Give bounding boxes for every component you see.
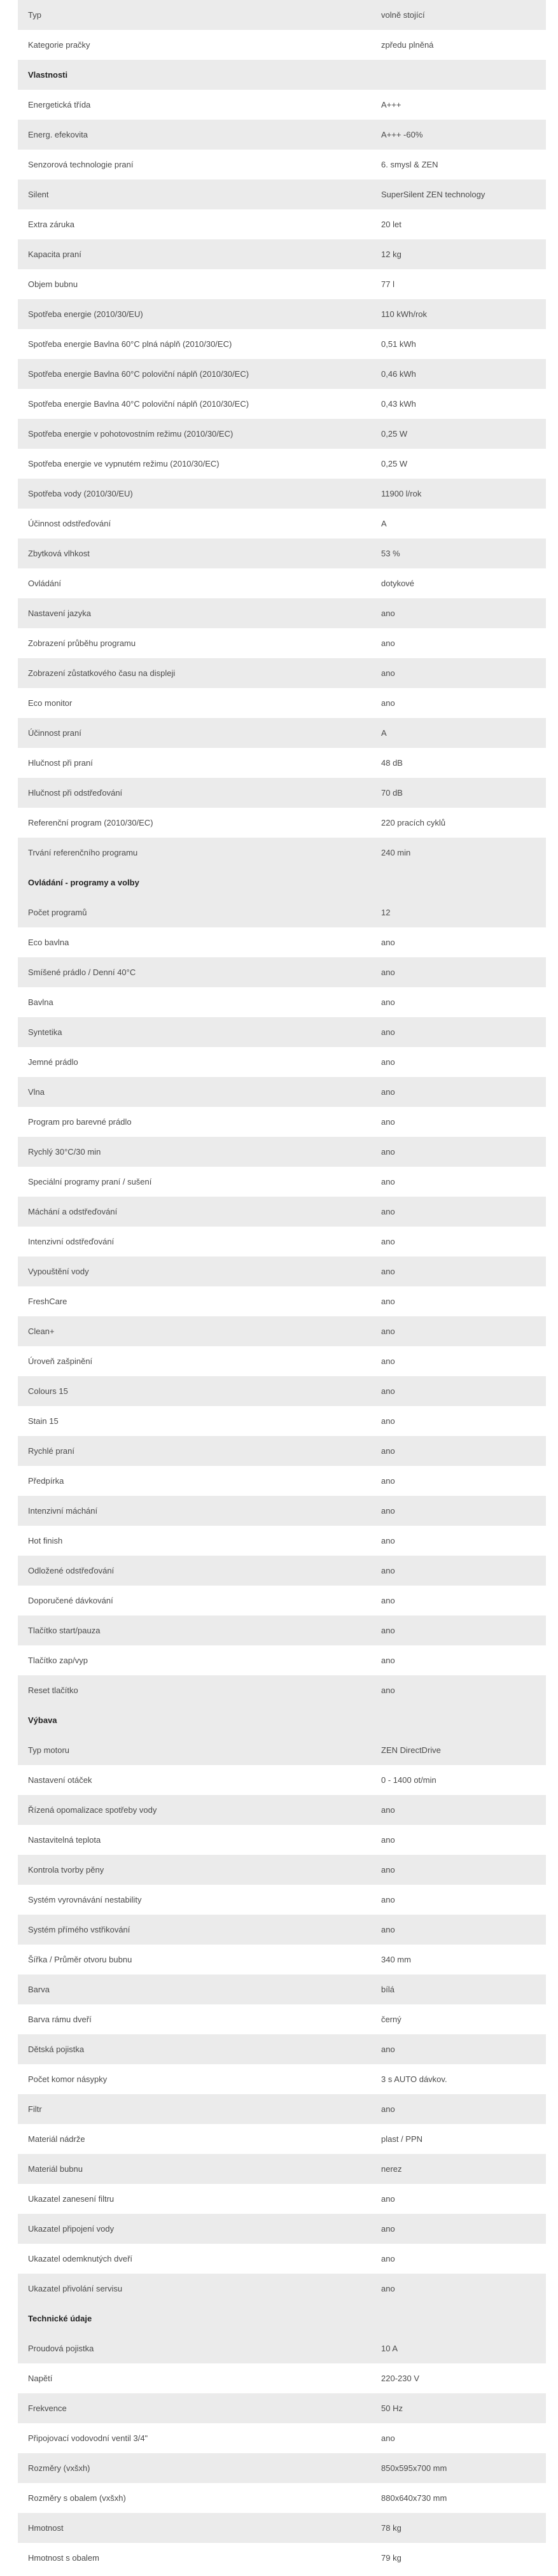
- spec-row: [18, 1227, 546, 1256]
- spec-value: ano: [371, 598, 546, 628]
- spec-row: [18, 1645, 546, 1675]
- spec-row: [18, 1915, 546, 1945]
- spec-label: Ukazatel zanesení filtru: [18, 2184, 371, 2214]
- spec-row: [18, 2543, 546, 2573]
- spec-row: [18, 329, 546, 359]
- spec-label: Clean+: [18, 1316, 371, 1346]
- spec-label: Eco monitor: [18, 688, 371, 718]
- spec-value: ano: [371, 1376, 546, 1406]
- spec-value: A+++ -60%: [371, 120, 546, 150]
- spec-label: Silent: [18, 179, 371, 209]
- spec-row: [18, 120, 546, 150]
- spec-value: zpředu plněná: [371, 30, 546, 60]
- spec-value: ano: [371, 1915, 546, 1945]
- spec-row: [18, 538, 546, 568]
- spec-row: [18, 1945, 546, 1974]
- spec-label: Spotřeba energie v pohotovostním režimu (2010/30/EC): [18, 419, 371, 449]
- spec-label: Colours 15: [18, 1376, 371, 1406]
- spec-row: [18, 1077, 546, 1107]
- spec-row: [18, 718, 546, 748]
- spec-label: Ukazatel přivolání servisu: [18, 2274, 371, 2304]
- spec-row: [18, 1047, 546, 1077]
- spec-value: nerez: [371, 2154, 546, 2184]
- spec-value: 0,51 kWh: [371, 329, 546, 359]
- spec-label: Spotřeba energie Bavlna 60°C poloviční náplň (2010/30/EC): [18, 359, 371, 389]
- spec-value: ano: [371, 1227, 546, 1256]
- spec-row: [18, 1436, 546, 1466]
- spec-row: [18, 628, 546, 658]
- spec-label: Filtr: [18, 2094, 371, 2124]
- spec-value: A+++: [371, 90, 546, 120]
- spec-value: 220-230 V: [371, 2363, 546, 2393]
- spec-row: [18, 1675, 546, 1705]
- specifications-table: [18, 0, 546, 2573]
- spec-value: plast / PPN: [371, 2124, 546, 2154]
- spec-value: A: [371, 509, 546, 538]
- section-header: [18, 2304, 546, 2333]
- spec-value: 240 min: [371, 838, 546, 868]
- spec-value: ano: [371, 658, 546, 688]
- spec-value: SuperSilent ZEN technology: [371, 179, 546, 209]
- spec-value: 0,43 kWh: [371, 389, 546, 419]
- spec-row: [18, 1167, 546, 1197]
- spec-row: [18, 509, 546, 538]
- spec-value: dotykové: [371, 568, 546, 598]
- spec-value: ano: [371, 2034, 546, 2064]
- spec-label: Vlna: [18, 1077, 371, 1107]
- spec-row: [18, 1017, 546, 1047]
- spec-label: Odložené odstřeďování: [18, 1556, 371, 1586]
- spec-value: 50 Hz: [371, 2393, 546, 2423]
- spec-value: ano: [371, 1017, 546, 1047]
- spec-value: volně stojící: [371, 0, 546, 30]
- spec-label: Energ. efekovita: [18, 120, 371, 150]
- spec-row: [18, 927, 546, 957]
- spec-value: 70 dB: [371, 778, 546, 808]
- spec-row: [18, 1346, 546, 1376]
- spec-value: 11900 l/rok: [371, 479, 546, 509]
- spec-row: [18, 0, 546, 30]
- spec-label: Kontrola tvorby pěny: [18, 1855, 371, 1885]
- spec-label: Senzorová technologie praní: [18, 150, 371, 179]
- spec-label: Zbytková vlhkost: [18, 538, 371, 568]
- spec-row: [18, 2154, 546, 2184]
- spec-row: [18, 2064, 546, 2094]
- spec-label: Smíšené prádlo / Denní 40°C: [18, 957, 371, 987]
- spec-value: ano: [371, 2274, 546, 2304]
- spec-row: [18, 419, 546, 449]
- spec-value: ZEN DirectDrive: [371, 1735, 546, 1765]
- spec-value: ano: [371, 1047, 546, 1077]
- spec-label: Ukazatel odemknutých dveří: [18, 2244, 371, 2274]
- spec-row: [18, 2333, 546, 2363]
- spec-label: Máchání a odstřeďování: [18, 1197, 371, 1227]
- spec-value: ano: [371, 1586, 546, 1615]
- spec-label: Rychlý 30°C/30 min: [18, 1137, 371, 1167]
- spec-value: 48 dB: [371, 748, 546, 778]
- spec-row: [18, 1586, 546, 1615]
- spec-value: ano: [371, 2094, 546, 2124]
- spec-value: ano: [371, 1496, 546, 1526]
- spec-row: [18, 2004, 546, 2034]
- spec-value: A: [371, 718, 546, 748]
- spec-label: Barva: [18, 1974, 371, 2004]
- spec-value: ano: [371, 1615, 546, 1645]
- spec-value: 79 kg: [371, 2543, 546, 2573]
- spec-label: Systém přímého vstřikování: [18, 1915, 371, 1945]
- spec-value: 6. smysl & ZEN: [371, 150, 546, 179]
- spec-value: ano: [371, 1316, 546, 1346]
- spec-row: [18, 449, 546, 479]
- spec-value: 12 kg: [371, 239, 546, 269]
- spec-value: ano: [371, 1077, 546, 1107]
- spec-label: Barva rámu dveří: [18, 2004, 371, 2034]
- spec-row: [18, 957, 546, 987]
- spec-label: Intenzivní odstřeďování: [18, 1227, 371, 1256]
- spec-value: ano: [371, 1346, 546, 1376]
- spec-label: Doporučené dávkování: [18, 1586, 371, 1615]
- spec-label: Počet komor násypky: [18, 2064, 371, 2094]
- section-title: Ovládání - programy a volby: [18, 868, 546, 897]
- spec-row: [18, 1197, 546, 1227]
- spec-value: 10 A: [371, 2333, 546, 2363]
- spec-label: Zobrazení zůstatkového času na displeji: [18, 658, 371, 688]
- spec-row: [18, 688, 546, 718]
- spec-value: 0 - 1400 ot/min: [371, 1765, 546, 1795]
- specifications-body: [18, 0, 546, 2573]
- spec-label: Stain 15: [18, 1406, 371, 1436]
- spec-label: Tlačítko zap/vyp: [18, 1645, 371, 1675]
- spec-value: ano: [371, 1885, 546, 1915]
- spec-label: Speciální programy praní / sušení: [18, 1167, 371, 1197]
- spec-row: [18, 1376, 546, 1406]
- spec-value: ano: [371, 1197, 546, 1227]
- spec-row: [18, 479, 546, 509]
- spec-label: Hmotnost: [18, 2513, 371, 2543]
- spec-value: ano: [371, 1526, 546, 1556]
- spec-value: ano: [371, 987, 546, 1017]
- spec-value: ano: [371, 688, 546, 718]
- spec-value: 0,25 W: [371, 449, 546, 479]
- spec-row: [18, 1615, 546, 1645]
- spec-row: [18, 179, 546, 209]
- spec-row: [18, 239, 546, 269]
- spec-row: [18, 1286, 546, 1316]
- spec-value: ano: [371, 1107, 546, 1137]
- spec-label: Spotřeba energie ve vypnutém režimu (2010/30/EC): [18, 449, 371, 479]
- spec-label: Extra záruka: [18, 209, 371, 239]
- section-title: Vlastnosti: [18, 60, 546, 90]
- spec-label: Spotřeba energie Bavlna 40°C poloviční náplň (2010/30/EC): [18, 389, 371, 419]
- spec-value: ano: [371, 628, 546, 658]
- spec-label: Bavlna: [18, 987, 371, 1017]
- spec-value: 880x640x730 mm: [371, 2483, 546, 2513]
- spec-label: Účinnost praní: [18, 718, 371, 748]
- spec-row: [18, 1316, 546, 1346]
- spec-row: [18, 1885, 546, 1915]
- spec-row: [18, 2393, 546, 2423]
- spec-row: [18, 150, 546, 179]
- spec-label: Šířka / Průměr otvoru bubnu: [18, 1945, 371, 1974]
- spec-row: [18, 2274, 546, 2304]
- spec-label: Ukazatel připojení vody: [18, 2214, 371, 2244]
- spec-value: ano: [371, 927, 546, 957]
- spec-label: Účinnost odstřeďování: [18, 509, 371, 538]
- spec-label: Referenční program (2010/30/EC): [18, 808, 371, 838]
- spec-row: [18, 299, 546, 329]
- spec-value: ano: [371, 2184, 546, 2214]
- spec-label: Objem bubnu: [18, 269, 371, 299]
- spec-row: [18, 359, 546, 389]
- spec-value: 53 %: [371, 538, 546, 568]
- spec-row: [18, 598, 546, 628]
- spec-row: [18, 2184, 546, 2214]
- spec-value: ano: [371, 1466, 546, 1496]
- spec-value: ano: [371, 1675, 546, 1705]
- section-header: [18, 1705, 546, 1735]
- spec-label: Jemné prádlo: [18, 1047, 371, 1077]
- spec-value: 0,25 W: [371, 419, 546, 449]
- spec-row: [18, 838, 546, 868]
- spec-row: [18, 389, 546, 419]
- spec-label: Systém vyrovnávání nestability: [18, 1885, 371, 1915]
- spec-label: Materiál bubnu: [18, 2154, 371, 2184]
- spec-label: Počet programů: [18, 897, 371, 927]
- spec-value: 77 l: [371, 269, 546, 299]
- spec-row: [18, 778, 546, 808]
- spec-row: [18, 1974, 546, 2004]
- spec-label: Tlačítko start/pauza: [18, 1615, 371, 1645]
- spec-value: černý: [371, 2004, 546, 2034]
- spec-row: [18, 1466, 546, 1496]
- spec-label: Energetická třída: [18, 90, 371, 120]
- spec-label: Program pro barevné prádlo: [18, 1107, 371, 1137]
- spec-label: Kategorie pračky: [18, 30, 371, 60]
- spec-label: Materiál nádrže: [18, 2124, 371, 2154]
- spec-label: Nastavení otáček: [18, 1765, 371, 1795]
- spec-row: [18, 748, 546, 778]
- spec-row: [18, 209, 546, 239]
- spec-row: [18, 897, 546, 927]
- spec-label: Syntetika: [18, 1017, 371, 1047]
- spec-value: ano: [371, 1286, 546, 1316]
- spec-value: 12: [371, 897, 546, 927]
- spec-label: Hmotnost s obalem: [18, 2543, 371, 2573]
- spec-label: Rozměry s obalem (vxšxh): [18, 2483, 371, 2513]
- spec-value: ano: [371, 1167, 546, 1197]
- spec-row: [18, 1406, 546, 1436]
- spec-label: Frekvence: [18, 2393, 371, 2423]
- spec-value: 850x595x700 mm: [371, 2453, 546, 2483]
- spec-row: [18, 2094, 546, 2124]
- spec-value: 340 mm: [371, 1945, 546, 1974]
- spec-label: Proudová pojistka: [18, 2333, 371, 2363]
- spec-row: [18, 1825, 546, 1855]
- spec-label: Intenzivní máchání: [18, 1496, 371, 1526]
- spec-row: [18, 1795, 546, 1825]
- spec-label: Trvání referenčního programu: [18, 838, 371, 868]
- spec-row: [18, 2244, 546, 2274]
- spec-label: Nastavení jazyka: [18, 598, 371, 628]
- spec-label: Typ: [18, 0, 371, 30]
- spec-label: FreshCare: [18, 1286, 371, 1316]
- spec-row: [18, 90, 546, 120]
- spec-label: Eco bavlna: [18, 927, 371, 957]
- spec-label: Kapacita praní: [18, 239, 371, 269]
- spec-row: [18, 2423, 546, 2453]
- spec-row: [18, 1256, 546, 1286]
- spec-value: 20 let: [371, 209, 546, 239]
- spec-row: [18, 1735, 546, 1765]
- spec-label: Zobrazení průběhu programu: [18, 628, 371, 658]
- spec-label: Spotřeba energie (2010/30/EU): [18, 299, 371, 329]
- spec-label: Hot finish: [18, 1526, 371, 1556]
- spec-row: [18, 2513, 546, 2543]
- section-title: Výbava: [18, 1705, 546, 1735]
- spec-value: ano: [371, 1406, 546, 1436]
- spec-label: Hlučnost při odstřeďování: [18, 778, 371, 808]
- spec-row: [18, 1526, 546, 1556]
- spec-label: Hlučnost při praní: [18, 748, 371, 778]
- spec-value: 3 s AUTO dávkov.: [371, 2064, 546, 2094]
- spec-row: [18, 1137, 546, 1167]
- spec-label: Rozměry (vxšxh): [18, 2453, 371, 2483]
- spec-row: [18, 269, 546, 299]
- spec-row: [18, 658, 546, 688]
- spec-label: Typ motoru: [18, 1735, 371, 1765]
- spec-label: Spotřeba energie Bavlna 60°C plná náplň (2010/30/EC): [18, 329, 371, 359]
- spec-row: [18, 808, 546, 838]
- spec-label: Reset tlačítko: [18, 1675, 371, 1705]
- spec-value: ano: [371, 1855, 546, 1885]
- spec-row: [18, 1855, 546, 1885]
- spec-value: ano: [371, 1795, 546, 1825]
- spec-row: [18, 2124, 546, 2154]
- spec-value: 0,46 kWh: [371, 359, 546, 389]
- spec-value: ano: [371, 1645, 546, 1675]
- spec-value: 110 kWh/rok: [371, 299, 546, 329]
- spec-label: Připojovací vodovodní ventil 3/4": [18, 2423, 371, 2453]
- section-title: Technické údaje: [18, 2304, 546, 2333]
- spec-row: [18, 1107, 546, 1137]
- spec-label: Předpírka: [18, 1466, 371, 1496]
- spec-value: ano: [371, 2214, 546, 2244]
- spec-label: Nastavitelná teplota: [18, 1825, 371, 1855]
- spec-value: ano: [371, 2423, 546, 2453]
- spec-value: 220 pracích cyklů: [371, 808, 546, 838]
- spec-row: [18, 30, 546, 60]
- section-header: [18, 868, 546, 897]
- spec-row: [18, 2363, 546, 2393]
- spec-row: [18, 2453, 546, 2483]
- spec-label: Řízená opomalizace spotřeby vody: [18, 1795, 371, 1825]
- spec-row: [18, 2214, 546, 2244]
- spec-row: [18, 1765, 546, 1795]
- spec-value: ano: [371, 1556, 546, 1586]
- spec-value: ano: [371, 1137, 546, 1167]
- spec-label: Vypouštění vody: [18, 1256, 371, 1286]
- spec-value: ano: [371, 1256, 546, 1286]
- spec-label: Ovládání: [18, 568, 371, 598]
- spec-row: [18, 987, 546, 1017]
- spec-value: ano: [371, 957, 546, 987]
- spec-value: ano: [371, 1825, 546, 1855]
- spec-value: ano: [371, 2244, 546, 2274]
- spec-row: [18, 1556, 546, 1586]
- spec-row: [18, 2483, 546, 2513]
- spec-label: Úroveň zašpinění: [18, 1346, 371, 1376]
- spec-row: [18, 2034, 546, 2064]
- section-header: [18, 60, 546, 90]
- spec-value: ano: [371, 1436, 546, 1466]
- spec-row: [18, 568, 546, 598]
- spec-value: 78 kg: [371, 2513, 546, 2543]
- spec-label: Napětí: [18, 2363, 371, 2393]
- spec-label: Dětská pojistka: [18, 2034, 371, 2064]
- spec-row: [18, 1496, 546, 1526]
- spec-label: Rychlé praní: [18, 1436, 371, 1466]
- spec-value: bílá: [371, 1974, 546, 2004]
- spec-label: Spotřeba vody (2010/30/EU): [18, 479, 371, 509]
